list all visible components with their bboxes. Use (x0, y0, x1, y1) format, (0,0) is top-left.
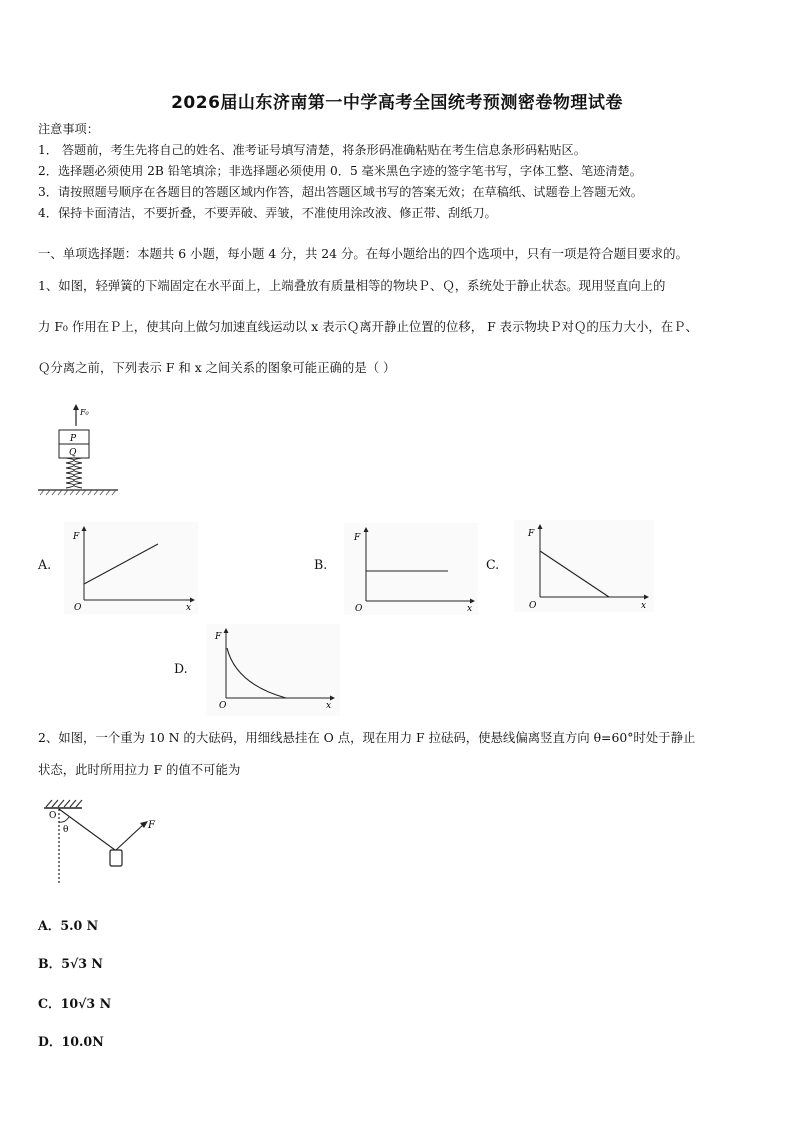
q2-option-d-label: D． (38, 1034, 62, 1049)
page-title: 2026届山东济南第一中学高考全国统考预测密卷物理试卷 (171, 93, 623, 113)
notice-item-2: 2．选择题必须使用 2B 铅笔填涂；非选择题必须使用 0．5 毫米黑色字迹的签字笔书写，字体工整、笔迹清楚。 (38, 164, 642, 178)
q2-option-d (38, 1031, 104, 1050)
q2-option-a-label: A． (38, 918, 61, 933)
q2-option-d-value: 10.0N (61, 1034, 104, 1049)
q2-option-c-value: 10√3 N (60, 996, 112, 1011)
q2-pendulum-figure (38, 792, 168, 888)
q1-option-d-y-axis: F (215, 632, 222, 642)
q2-point-label: O (49, 811, 57, 821)
q1-line-2: 力 F₀ 作用在Ｐ上，使其向上做匀加速直线运动以 x 表示Ｑ离开静止位置的位移， F 表示物块Ｐ对Ｑ的压力大小，在Ｐ、 (38, 319, 698, 334)
q1-option-a-label: A. (38, 557, 52, 572)
q1-option-b-y-axis: F (354, 533, 361, 543)
q1-option-c-origin: O (529, 601, 537, 611)
q2-option-a-value: 5.0 N (60, 918, 99, 933)
q2-option-b (38, 953, 103, 972)
q2-line-2: 状态，此时所用拉力 F 的值不可能为 (38, 762, 241, 777)
q2-option-a (38, 915, 98, 934)
q1-option-b-label: B. (314, 557, 328, 572)
q1-force-label: F₀ (80, 408, 89, 417)
q1-option-d-label: D. (174, 661, 188, 676)
q2-line-1: 2、如图，一个重为 10 N 的大砝码，用细线悬挂在 O 点，现在用力 F 拉砝码，使悬线偏离竖直方向 θ=60°时处于静止 (38, 730, 696, 745)
q1-option-c-y-axis: F (528, 529, 535, 539)
q1-option-d-graph (206, 624, 340, 716)
q1-option-c-label: C. (486, 557, 500, 572)
q1-option-d-x-axis: x (326, 701, 332, 711)
q2-option-b-value: 5√3 N (61, 956, 103, 971)
notice-item-1: 1． 答题前，考生先将自己的姓名、准考证号填写清楚，将条形码准确粘贴在考生信息条形码粘贴区。 (38, 143, 586, 157)
q2-force-label: F (148, 820, 155, 831)
q2-option-b-label: B． (38, 956, 62, 971)
q1-block-q: Q (69, 448, 77, 458)
q1-option-a-x-axis: x (186, 603, 192, 613)
q1-spring-figure (36, 402, 126, 498)
q1-option-a-graph (64, 522, 198, 614)
q1-option-b-x-axis: x (467, 604, 473, 614)
q1-block-p: P (70, 434, 77, 444)
q1-option-b-graph (344, 523, 478, 615)
notice-heading: 注意事项： (38, 122, 99, 136)
section-heading: 一、单项选择题：本题共 6 小题，每小题 4 分，共 24 分。在每小题给出的四个选项中，只有一项是符合题目要求的。 (38, 246, 688, 261)
q2-option-c (38, 993, 111, 1012)
q1-option-b-origin: O (355, 604, 363, 614)
q1-option-c-x-axis: x (641, 601, 647, 611)
q1-option-a-origin: O (74, 603, 82, 613)
q1-line-1: 1、如图，轻弹簧的下端固定在水平面上，上端叠放有质量相等的物块Ｐ、Ｑ，系统处于静止状态。现用竖直向上的 (38, 278, 666, 293)
notice-item-4: 4．保持卡面清洁，不要折叠，不要弄破、弄皱，不准使用涂改液、修正带、刮纸刀。 (38, 206, 497, 220)
q1-option-a-y-axis: F (73, 532, 80, 542)
notice-item-3: 3．请按照题号顺序在各题目的答题区域内作答，超出答题区域书写的答案无效；在草稿纸、试题卷上答题无效。 (38, 185, 643, 199)
q1-option-d-origin: O (219, 701, 227, 711)
q1-option-c-graph (514, 520, 654, 612)
q2-angle-label: θ (63, 825, 69, 835)
q1-line-3: Ｑ分离之前，下列表示 F 和 x 之间关系的图象可能正确的是（ ） (38, 360, 396, 375)
q2-option-c-label: C． (38, 996, 61, 1011)
